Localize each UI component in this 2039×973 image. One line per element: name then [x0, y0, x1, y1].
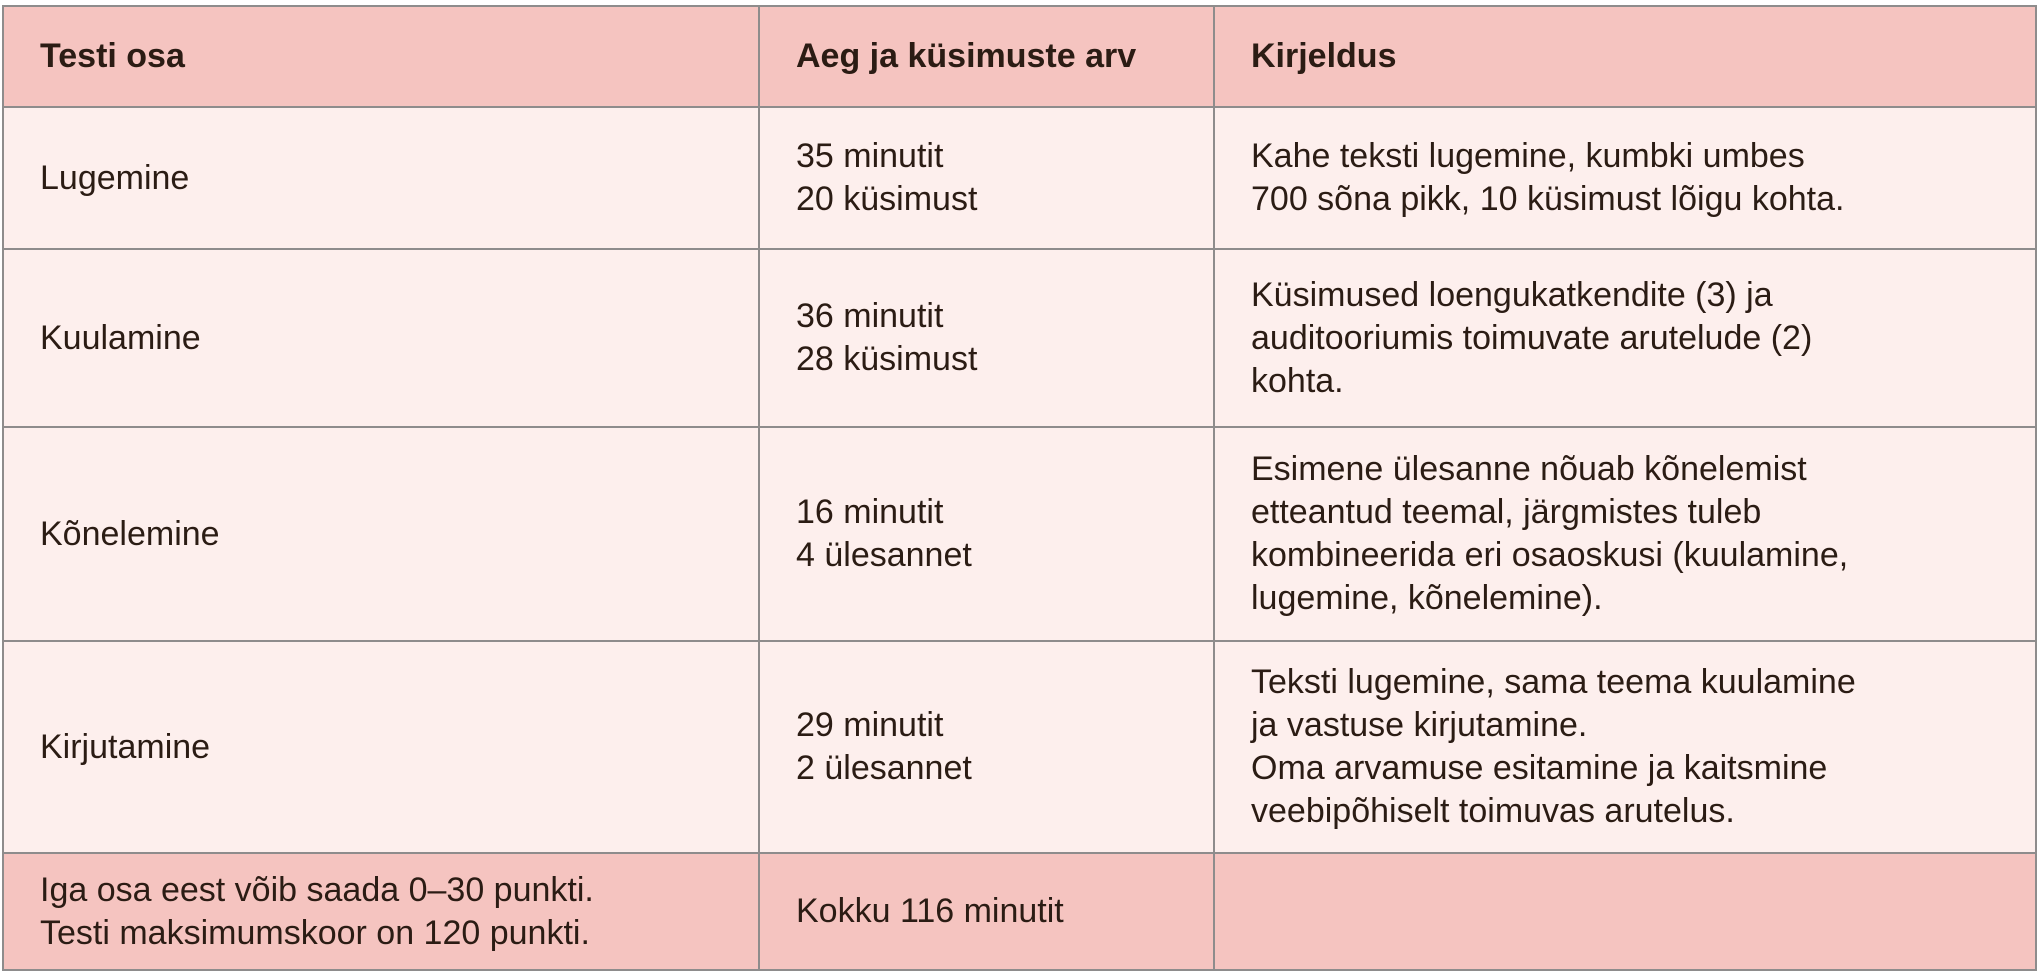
table-row	[3, 641, 2036, 853]
time-cell	[759, 107, 1214, 249]
header-row	[3, 6, 2036, 107]
count-line: 4 ülesannet	[796, 536, 972, 574]
description-line: Oma arvamuse esitamine ja kaitsmine	[1251, 749, 1828, 787]
table-row	[3, 249, 2036, 427]
total-time-cell: Kokku 116 minutit	[759, 853, 1214, 970]
time-line: 36 minutit	[796, 297, 944, 335]
time-line: 35 minutit	[796, 137, 944, 175]
footer-empty-cell	[1214, 853, 2036, 970]
score-note-cell	[3, 853, 759, 970]
description-line: ja vastuse kirjutamine.	[1251, 706, 1588, 744]
header-part: Testi osa	[3, 6, 759, 107]
part-name-cell: Lugemine	[3, 107, 759, 249]
header-description: Kirjeldus	[1214, 6, 2036, 107]
description-line: Küsimused loengukatkendite (3) ja	[1251, 275, 1773, 314]
part-name-cell: Kirjutamine	[3, 641, 759, 853]
description-line: Kahe teksti lugemine, kumbki umbes	[1251, 137, 1805, 175]
test-structure-table	[2, 5, 2037, 971]
description-cell	[1214, 641, 2036, 853]
time-cell	[759, 641, 1214, 853]
description-cell	[1214, 107, 2036, 249]
count-line: 2 ülesannet	[796, 749, 972, 787]
time-cell	[759, 427, 1214, 641]
count-line: 20 küsimust	[796, 180, 978, 218]
description-cell	[1214, 249, 2036, 427]
description-line: Teksti lugemine, sama teema kuulamine	[1251, 663, 1856, 701]
time-line: 16 minutit	[796, 493, 944, 531]
description-cell	[1214, 427, 2036, 641]
time-cell	[759, 249, 1214, 427]
part-name-cell: Kuulamine	[3, 249, 759, 427]
footer-row	[3, 853, 2036, 970]
description-line: etteantud teemal, järgmistes tuleb	[1251, 493, 1762, 531]
part-name-cell: Kõnelemine	[3, 427, 759, 641]
table-row	[3, 107, 2036, 249]
description-line: lugemine, kõnelemine).	[1251, 579, 1603, 617]
header-time: Aeg ja küsimuste arv	[759, 6, 1214, 107]
description-line: kombineerida eri osaoskusi (kuulamine,	[1251, 536, 1849, 574]
description-line: Esimene ülesanne nõuab kõnelemist	[1251, 450, 1807, 488]
description-line: veebipõhiselt toimuvas arutelus.	[1251, 792, 1735, 830]
time-line: 29 minutit	[796, 706, 944, 744]
description-line: kohta.	[1251, 361, 1344, 400]
score-note-line: Iga osa eest võib saada 0–30 punkti.	[40, 870, 594, 909]
description-line: auditooriumis toimuvate arutelude (2)	[1251, 318, 1813, 357]
count-line: 28 küsimust	[796, 340, 978, 378]
table-row	[3, 427, 2036, 641]
score-note-line: Testi maksimumskoor on 120 punkti.	[40, 913, 590, 952]
description-line: 700 sõna pikk, 10 küsimust lõigu kohta.	[1251, 180, 1845, 218]
